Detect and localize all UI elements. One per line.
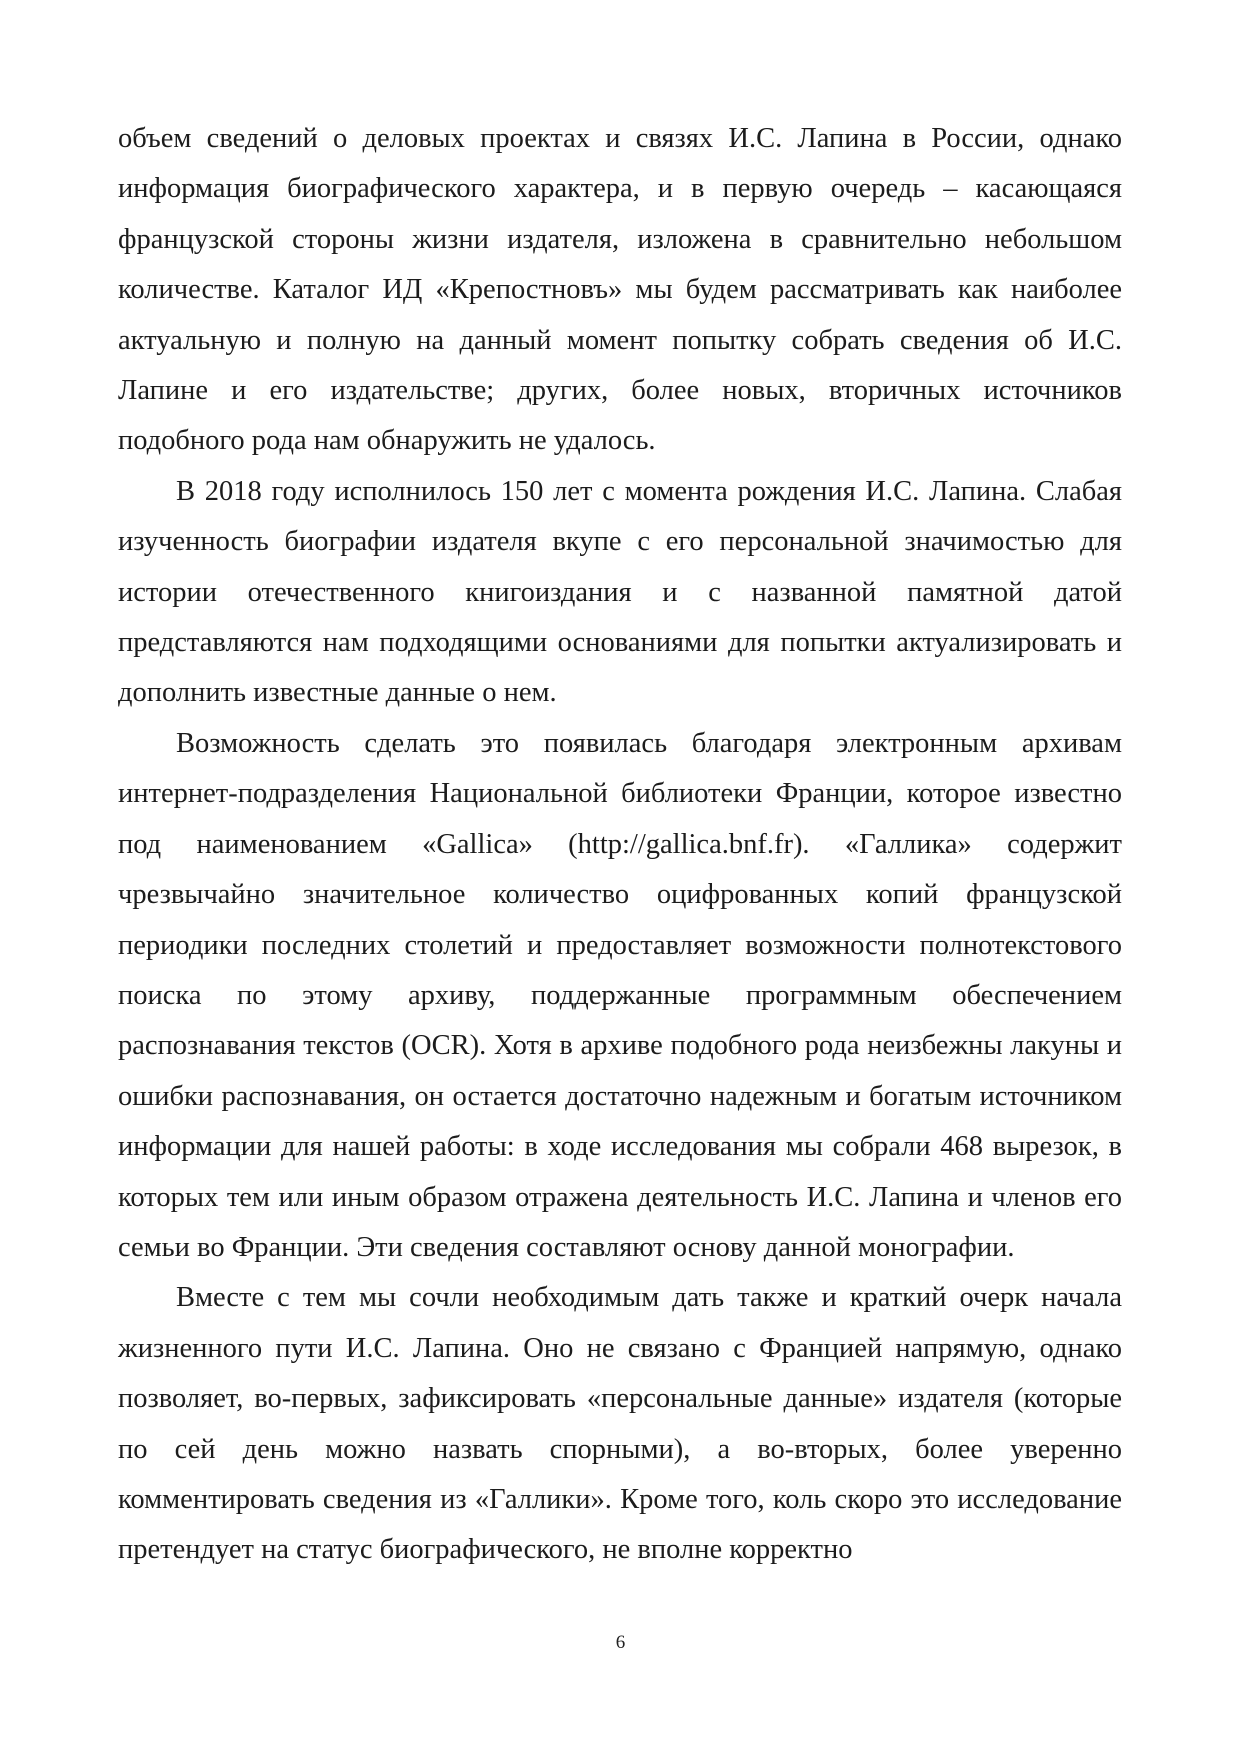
paragraph-gallica: Возможность сделать это появилась благодаря электронным архивам интернет-подразделения Национальной библиотеки Франции, которое известно под наименованием «Gallica» (http://gallica.bnf.fr). «Галлика» содержит чрезвычайно значительное количество оцифрованных копий французской периодики последних столетий и предоставляет возможности полнотекстового поиска по этому архиву, поддержанные программным обеспечением распознавания текстов (OCR). Хотя в архиве подобного рода неизбежны лакуны и ошибки распознавания, он остается достаточно надежным и богатым источником информации для нашей работы: в ходе исследования мы собрали 468 вырезок, в которых тем или иным образом отражена деятельность И.С. Лапина и членов его семьи во Франции. Эти сведения составляют основу данной монографии. xyxy=(118,727,1122,1263)
paragraph-continuation: объем сведений о деловых проектах и связях И.С. Лапина в России, однако информация биографического характера, и в первую очередь – касающаяся французской стороны жизни издателя, изложена в сравнительно небольшом количестве. Каталог ИД «Крепостновъ» мы будем рассматривать как наиболее актуальную и полную на данный момент попытку собрать сведения об И.С. Лапине и его издательстве; других, более новых, вторичных источников подобного рода нам обнаружить не удалось. xyxy=(118,123,1122,457)
page-number: 6 xyxy=(615,1632,626,1653)
paragraph-early-life: Вместе с тем мы сочли необходимым дать также и краткий очерк начала жизненного пути И.С. Лапина. Оно не связано с Францией напрямую, однако позволяет, во-первых, зафиксировать «персональные данные» издателя (которые по сей день можно назвать спорными), а во-вторых, более уверенно комментировать сведения из «Галлики». Кроме того, коль скоро это исследование претендует на статус биографического, не вполне корректно xyxy=(118,1282,1122,1566)
body-text xyxy=(118,114,1122,1576)
paragraph-anniversary: В 2018 году исполнилось 150 лет с момента рождения И.С. Лапина. Слабая изученность биографии издателя вкупе с его персональной значимостью для истории отечественного книгоиздания и с названной памятной датой представляются нам подходящими основаниями для попытки актуализировать и дополнить известные данные о нем. xyxy=(118,475,1122,709)
